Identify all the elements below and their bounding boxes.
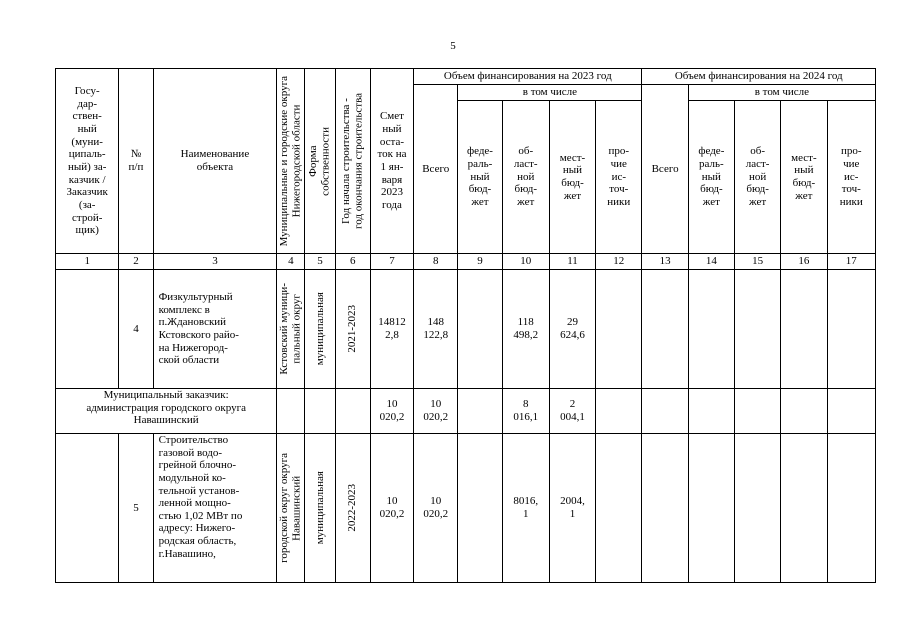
cell-federal-2023 [458, 270, 502, 389]
column-number: 4 [277, 254, 305, 270]
column-number: 2 [119, 254, 153, 270]
header-municipality: Муниципальные и городские округа Нижегородской области [277, 69, 305, 254]
cell-balance: 14812 2,8 [370, 270, 413, 389]
header-federal-2023: феде- раль- ный бюд- жет [458, 101, 502, 254]
cell-other-2023 [596, 434, 642, 583]
column-number: 1 [56, 254, 119, 270]
header-local-2023: мест- ный бюд- жет [549, 101, 595, 254]
table-row [56, 270, 876, 389]
column-number: 17 [827, 254, 875, 270]
cell-customer-group: Муниципальный заказчик: администрация городского округа Навашинский [56, 389, 277, 434]
cell-total-2023: 10 020,2 [414, 389, 458, 434]
header-balance: Смет ный оста- ток на 1 ян- варя 2023 года [370, 69, 413, 254]
table-row [56, 389, 876, 434]
header-federal-2024: феде- раль- ный бюд- жет [688, 101, 734, 254]
cell-total-2023: 10 020,2 [414, 434, 458, 583]
cell-municipality: городской округ округа Навашинский [277, 434, 305, 583]
column-number: 14 [688, 254, 734, 270]
column-number: 7 [370, 254, 413, 270]
column-number: 5 [305, 254, 335, 270]
cell-regional-2023: 8016, 1 [502, 434, 549, 583]
header-including-2024: в том числе [688, 85, 875, 101]
cell-object-name: Строительство газовой водо- грейной блочно- модульной ко- тельной установ- ленной мощно- стью 1,02 МВт по адресу: Нижего- родская область, г.Навашино, [153, 434, 277, 583]
header-local-2024: мест- ный бюд- жет [781, 101, 827, 254]
header-other-2024: про- чие ис- точ- ники [827, 101, 875, 254]
cell-federal-2024 [688, 389, 734, 434]
cell-local-2023: 2 004,1 [549, 389, 595, 434]
cell-federal-2023 [458, 389, 502, 434]
cell-total-2024 [642, 389, 688, 434]
cell-regional-2024 [734, 434, 780, 583]
cell-other-2024 [827, 270, 875, 389]
cell-years: 2022-2023 [335, 434, 370, 583]
column-number: 8 [414, 254, 458, 270]
cell-customer [56, 270, 119, 389]
cell-federal-2023 [458, 434, 502, 583]
cell-total-2024 [642, 434, 688, 583]
cell-balance: 10 020,2 [370, 434, 413, 583]
column-numbers-row [56, 254, 876, 270]
cell-other-2023 [596, 389, 642, 434]
header-name: Наименование объекта [153, 69, 277, 254]
header-total-2023: Всего [414, 85, 458, 254]
cell-balance: 10 020,2 [370, 389, 413, 434]
cell-local-2023: 2004, 1 [549, 434, 595, 583]
header-fin-2024: Объем финансирования на 2024 год [642, 69, 876, 85]
column-number: 13 [642, 254, 688, 270]
cell-municipality [277, 389, 305, 434]
column-number: 12 [596, 254, 642, 270]
cell-num: 4 [119, 270, 153, 389]
cell-local-2024 [781, 389, 827, 434]
column-number: 6 [335, 254, 370, 270]
cell-other-2024 [827, 389, 875, 434]
header-other-2023: про- чие ис- точ- ники [596, 101, 642, 254]
cell-regional-2023: 8 016,1 [502, 389, 549, 434]
header-num: № п/п [119, 69, 153, 254]
cell-municipality: Кстовский муници- пальный округ [277, 270, 305, 389]
cell-ownership [305, 389, 335, 434]
cell-object-name: Физкультурный комплекс в п.Ждановский Кстовского райо- на Нижегород- ской области [153, 270, 277, 389]
cell-local-2024 [781, 270, 827, 389]
table-row [56, 434, 876, 583]
header-regional-2024: об- ласт- ной бюд- жет [734, 101, 780, 254]
cell-num: 5 [119, 434, 153, 583]
cell-other-2023 [596, 270, 642, 389]
cell-federal-2024 [688, 270, 734, 389]
header-fin-2023: Объем финансирования на 2023 год [414, 69, 642, 85]
cell-ownership: муниципальная [305, 434, 335, 583]
header-customer: Госу- дар- ствен- ный (муни- ципаль- ный) за- казчик / Заказчик (за- строй- щик) [56, 69, 119, 254]
cell-ownership: муниципальная [305, 270, 335, 389]
cell-federal-2024 [688, 434, 734, 583]
column-number: 9 [458, 254, 502, 270]
column-number: 11 [549, 254, 595, 270]
financing-table [55, 68, 876, 583]
cell-total-2023: 148 122,8 [414, 270, 458, 389]
cell-regional-2024 [734, 270, 780, 389]
cell-regional-2023: 118 498,2 [502, 270, 549, 389]
cell-customer [56, 434, 119, 583]
cell-years [335, 389, 370, 434]
column-number: 3 [153, 254, 277, 270]
header-regional-2023: об- ласт- ной бюд- жет [502, 101, 549, 254]
header-total-2024: Всего [642, 85, 688, 254]
cell-other-2024 [827, 434, 875, 583]
cell-total-2024 [642, 270, 688, 389]
header-ownership: Форма собственности [305, 69, 335, 254]
column-number: 15 [734, 254, 780, 270]
page-number: 5 [450, 40, 456, 52]
cell-local-2023: 29 624,6 [549, 270, 595, 389]
cell-local-2024 [781, 434, 827, 583]
cell-years: 2021-2023 [335, 270, 370, 389]
cell-regional-2024 [734, 389, 780, 434]
header-including-2023: в том числе [458, 85, 642, 101]
header-years: Год начала строительства - год окончания строительства [335, 69, 370, 254]
column-number: 16 [781, 254, 827, 270]
column-number: 10 [502, 254, 549, 270]
